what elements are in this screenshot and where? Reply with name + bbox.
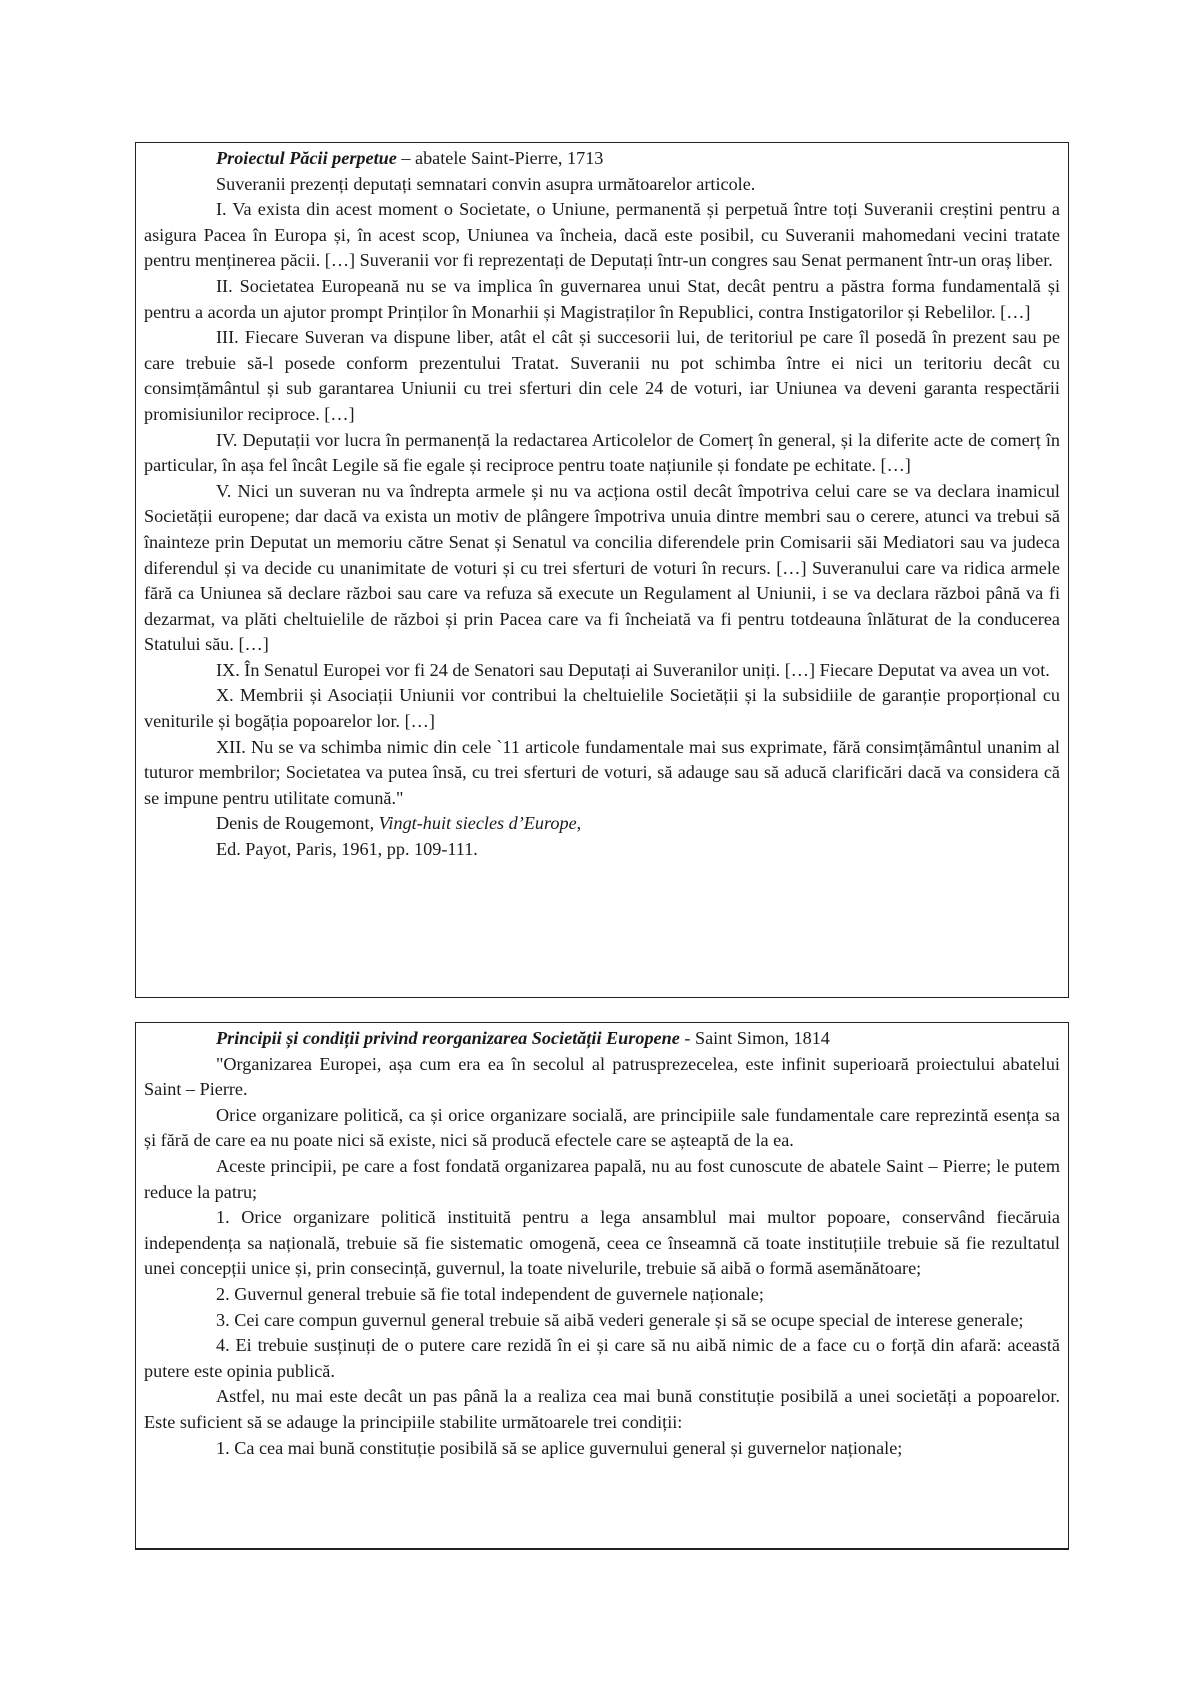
paragraph: V. Nici un suveran nu va îndrepta armele și nu va acționa ostil decât împotriva celui care se va declara inamicul Societății europene; dar dacă va exista un motiv de plângere împotriva unuia dintre membri sau o cerere, atunci va trebui să înainteze prin Deputat un memoriu către Senat și Senatul va concilia diferendele prin Comisarii săi Mediatori sau va judeca diferendul și va decide cu unanimitate de voturi și cu trei sferturi de voturi în recurs. […] Suveranului care va ridica armele fără ca Uniunea să declare război sau care va refuza să execute un Regulament al Uniunii, i se va declara război până va fi dezarmat, va plăti cheltuielile de război și prin Pacea care va fi încheiată va fi pentru totdeauna înlăturat de la conducerea Statului său. […]	[144, 480, 1060, 655]
excerpt-author-year: – abatele Saint-Pierre, 1713	[396, 148, 604, 168]
excerpt-author-year: - Saint Simon, 1814	[679, 1028, 830, 1048]
excerpt-box-saint-simon	[135, 1022, 1069, 1550]
paragraph: X. Membrii și Asociații Uniunii vor contribui la cheltuielile Societății și la subsidiile de garanție proporțional cu veniturile și bogăția popoarelor lor. […]	[144, 685, 1060, 732]
citation	[144, 811, 1060, 837]
excerpt-box-saint-pierre	[135, 142, 1069, 998]
paragraph: Suveranii prezenți deputați semnatari convin asupra următoarelor articole.	[216, 173, 756, 194]
paragraph: 4. Ei trebuie susținuți de o putere care rezidă în ei și care să nu aibă nimic de a face cu o forță din afară: această putere este opinia publică.	[144, 1335, 1060, 1381]
paragraph: "Organizarea Europei, așa cum era ea în secolul al patrusprezecelea, este infinit superioară proiectului abatelui Saint – Pierre.	[144, 1053, 1060, 1100]
excerpt-heading	[144, 1026, 1060, 1052]
citation-comma: ,	[576, 813, 582, 834]
paragraph: II. Societatea Europeană nu se va implica în guvernarea unui Stat, decât pentru a păstra forma fundamentală și pentru a acorda un ajutor prompt Prinților în Monarhii și Magistraților în Republici, contra Instigatorilor și Rebelilor. […]	[144, 275, 1060, 322]
paragraph: 1. Orice organizare politică instituită pentru a lega ansamblul mai multor popoare, conservând fiecăruia independența sa națională, trebuie să fie sistematic omogenă, ceea ce înseamnă că toate instituțiile trebuie să fie rezultatul unei concepții unice și, prin consecință, guvernul, la toate nivelurile, trebuie să aibă o formă asemănătoare;	[144, 1207, 1060, 1279]
paragraph: 1. Ca cea mai bună constituție posibilă să se aplice guvernului general și guvernelor naționale;	[216, 1437, 903, 1458]
paragraph: 3. Cei care compun guvernul general trebuie să aibă vederi generale și să se ocupe special de interese generale;	[216, 1309, 1024, 1330]
excerpt-heading	[144, 146, 1060, 172]
paragraph: I. Va exista din acest moment o Societate, o Uniune, permanentă și perpetuă între toți Suveranii creștini pentru a asigura Pacea în Europa și, în acest scop, Uniunea va încheia, dacă este posibil, cu Suveranii mahomedani vecini tratate pentru menținerea păcii. […] Suveranii vor fi reprezentați de Deputați într-un congres sau Senat permanent într-un oraș liber.	[144, 199, 1060, 271]
paragraph: Aceste principii, pe care a fost fondată organizarea papală, nu au fost cunoscute de abatele Saint – Pierre; le putem reduce la patru;	[144, 1155, 1060, 1202]
paragraph: Orice organizare politică, ca și orice organizare socială, are principiile sale fundamentale care reprezintă esența sa și fără de care ea nu poate nici să existe, nici să producă efectele care se așteaptă de la ea.	[144, 1104, 1060, 1151]
excerpt-title: Proiectul Păcii perpetue	[216, 148, 397, 168]
excerpt-title: Principii și condiții privind reorganizarea Societății Europene	[216, 1028, 680, 1048]
paragraph: III. Fiecare Suveran va dispune liber, atât el cât și succesorii lui, de teritoriul pe care îl posedă în prezent sau pe care trebuie să-l posede conform prezentului Tratat. Suveranii nu pot schimba între ei nici un teritoriu decât cu consimțământul și sub garantarea Uniunii cu trei sferturi din cele 24 de voturi, iar Uniunea va deveni garanta respectării promisiunilor reciproce. […]	[144, 327, 1060, 424]
paragraph: 2. Guvernul general trebuie să fie total independent de guvernele naționale;	[216, 1283, 764, 1304]
citation-book-title: Vingt-huit siecles d’Europe	[378, 813, 577, 834]
paragraph: IX. În Senatul Europei vor fi 24 de Senatori sau Deputați ai Suveranilor uniți. […] Fiecare Deputat va avea un vot.	[216, 659, 1050, 680]
citation-publisher: Ed. Payot, Paris, 1961, pp. 109-111.	[216, 839, 478, 860]
paragraph: XII. Nu se va schimba nimic din cele `11 articole fundamentale mai sus exprimate, fără consimțământul unanim al tuturor membrilor; Societatea va putea însă, cu trei sferturi de voturi, să adauge sau să aducă clarificări dacă va considera că se impune pentru utilitate comună."	[144, 736, 1060, 808]
paragraph: Astfel, nu mai este decât un pas până la a realiza cea mai bună constituție posibilă a unei societăți a popoarelor. Este suficient să se adauge la principiile stabilite următoarele trei condiții:	[144, 1386, 1060, 1432]
citation-author: Denis de Rougemont,	[216, 813, 379, 834]
paragraph: IV. Deputații vor lucra în permanență la redactarea Articolelor de Comerț în general, și la diferite acte de comerț în particular, în așa fel încât Legile să fie egale și reciproce pentru toate națiunile și fondate pe echitate. […]	[144, 429, 1060, 476]
